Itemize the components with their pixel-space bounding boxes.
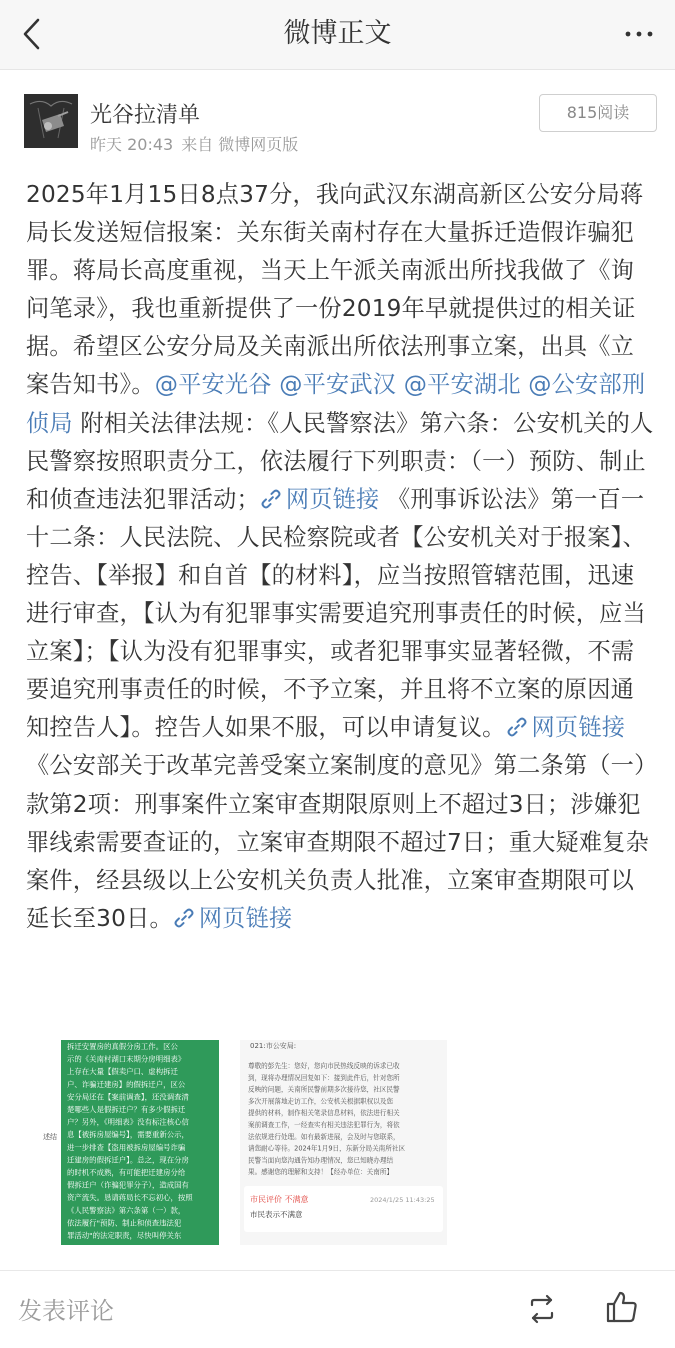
web-link[interactable] — [260, 486, 380, 513]
post-time: 昨天 20:43 — [90, 135, 174, 154]
reply-line: 尊敬的彭先生：您好，您向市民热线反映的诉求已收 — [248, 1062, 400, 1070]
green-document-image — [43, 1040, 219, 1245]
bottom-action-bar — [0, 1270, 675, 1348]
post-text-segment: 《公安部关于改革完善受案立案制度的意见》第二条第（一）款第2项：刑事案件立案审查期限原则上不超过3日；涉嫌犯罪线索需要查证的，立案审查期限不超过7日；重大疑难复杂案件，经县级以上公安机关负责人批准，立案审查期限可以延长至30日。 — [26, 752, 650, 932]
repost-icon — [524, 1291, 560, 1327]
green-doc-line: 户？另外，《明细表》没有标注核心信 — [67, 1117, 189, 1127]
web-link-label: 网页链接 — [198, 904, 293, 932]
thumbs-up-icon — [604, 1289, 640, 1325]
avatar-image-icon — [24, 94, 78, 148]
green-doc-line: 示的《关南村湖口末期分房明细表》 — [67, 1054, 186, 1064]
reply-top-line: 021:市公安局: — [250, 1042, 297, 1050]
post-source: 来自 微博网页版 — [181, 135, 299, 154]
reply-message-image — [240, 1040, 447, 1245]
reply-line: 请您耐心等待。2024年1月9日，东新分局关南所社区 — [248, 1144, 406, 1153]
top-navbar — [0, 0, 675, 70]
web-link-label: 网页链接 — [531, 714, 626, 742]
link-icon — [173, 907, 195, 929]
reply-line: 多次开展落地走访工作，公安机关根据职权以及您 — [248, 1097, 394, 1106]
post-meta — [90, 132, 298, 155]
post-text-segment: 《刑事诉讼法》第一百一十二条：人民法院、人民检察院或者【公安机关对于报案】、控告、【举报】和自首【的材料】，应当按照管辖范围，迅速进行审查，【认为有犯罪事实需要追究刑事责任的时候，应当立案】；【认为没有犯罪事实，或者犯罪事实显著轻微，不需要追究刑事责任的时候，不予立案，并且将不立案的原因通知控告人】。控告人如果不服，可以申请复议。 — [26, 485, 646, 742]
green-doc-line: 户、诈骗迁建房】的假拆迁户，区公 — [67, 1079, 186, 1089]
mention-link[interactable]: @平安湖北 — [403, 371, 521, 399]
green-doc-line: 进一步排查【盗用被拆房屋编号诈骗 — [67, 1142, 186, 1152]
green-doc-line: 假拆迁户（诈骗犯罪分子），造成国有 — [67, 1180, 189, 1190]
green-doc-line: 资产流失。恳请蒋局长不忘初心，按照 — [67, 1193, 193, 1203]
post-image-2[interactable] — [240, 1040, 447, 1245]
link-icon — [506, 716, 528, 738]
green-doc-line: 安分局还在【案前调查】，还没调查清 — [67, 1092, 189, 1102]
more-icon — [619, 14, 659, 54]
green-doc-line: 拆迁安置房的真假分房工作。区公 — [67, 1042, 178, 1051]
comment-input[interactable]: 发表评论 — [18, 1297, 114, 1325]
post-text-segment: 附相关法律法规：《人民警察法》第六条：公安机关的人民警察按照职责分工，依法履行下列职责：（一）预防、制止和侦查违法犯罪活动； — [26, 409, 654, 513]
mention-link[interactable]: @平安光谷 — [154, 371, 272, 399]
repost-button[interactable] — [524, 1291, 560, 1327]
author-header — [24, 92, 657, 158]
rating-note: 市民表示不满意 — [250, 1210, 303, 1219]
web-link-label: 网页链接 — [285, 485, 380, 513]
reply-line: 果。感谢您的理解和支持！【经办单位：关南所】 — [248, 1168, 394, 1177]
like-button[interactable] — [604, 1289, 640, 1325]
reply-line: 法依规进行处理。如有最新进展，会及时与您联系， — [248, 1132, 400, 1141]
rating-time: 2024/1/25 11:43:25 — [370, 1196, 435, 1204]
green-doc-line: 迁建房的假拆迁户】。总之，现在分房 — [67, 1155, 189, 1165]
web-link[interactable] — [173, 905, 293, 932]
mention-link[interactable]: @平安武汉 — [279, 371, 397, 399]
reply-line: 案前调查工作，一经查实有相关违法犯罪行为，将依 — [248, 1121, 400, 1129]
author-name[interactable]: 光谷拉清单 — [90, 103, 201, 128]
green-doc-line: 息【被拆房屋编号】，需要重新公示， — [67, 1130, 189, 1140]
post-text — [26, 176, 656, 938]
side-label: 述结 — [43, 1133, 57, 1141]
more-button[interactable] — [619, 14, 659, 54]
post-text-segment — [396, 371, 404, 398]
green-doc-line: 罪活动"的法定职责，尽快叫停关东 — [67, 1231, 182, 1240]
post-text-segment: 2025年1月15日8点37分，我向武汉东湖高新区公安分局蒋局长发送短信报案：关东街关南村存在大量拆迁造假诈骗犯罪。蒋局长高度重视，当天上午派关南派出所找我做了《询问笔录》，我也重新提供了一份2019年早就提供过的相关证据。希望区公安分局及关南派出所依法刑事立案，出具《立案告知书》。 — [26, 181, 644, 399]
rating-label: 市民评价 不满意 — [250, 1195, 309, 1204]
reply-line: 反映的问题，关南所民警前期多次接待您，社区民警 — [248, 1085, 400, 1094]
green-doc-line: 《人民警察法》第六条第（一）款， — [67, 1205, 186, 1215]
avatar[interactable] — [24, 94, 78, 148]
green-doc-line: 的时机不成熟，有可能把迁建房分给 — [67, 1168, 186, 1177]
green-doc-line: 楚哪些人是假拆迁户？有多少假拆迁 — [67, 1105, 186, 1114]
green-doc-line: 依法履行"预防、制止和侦查违法犯 — [67, 1218, 182, 1228]
reply-line: 提供的材料，制作相关笔录信息材料，依法进行相关 — [248, 1109, 400, 1118]
link-icon — [260, 488, 282, 510]
web-link[interactable] — [506, 714, 626, 741]
post-image-1[interactable] — [43, 1040, 219, 1245]
mention-link[interactable]: @公安部刑侦局 — [26, 371, 646, 437]
reply-line: 民警当面向您沟通告知办理情况，您已知晓办理结 — [248, 1156, 394, 1165]
reply-line: 到，现将办理情况回复如下：接到此件后，针对您所 — [248, 1073, 400, 1082]
page-title: 微博正文 — [283, 18, 392, 49]
read-count-button[interactable]: 815阅读 — [539, 94, 657, 132]
green-doc-line: 上存在大量【假卖户口、虚构拆迁 — [67, 1067, 178, 1077]
